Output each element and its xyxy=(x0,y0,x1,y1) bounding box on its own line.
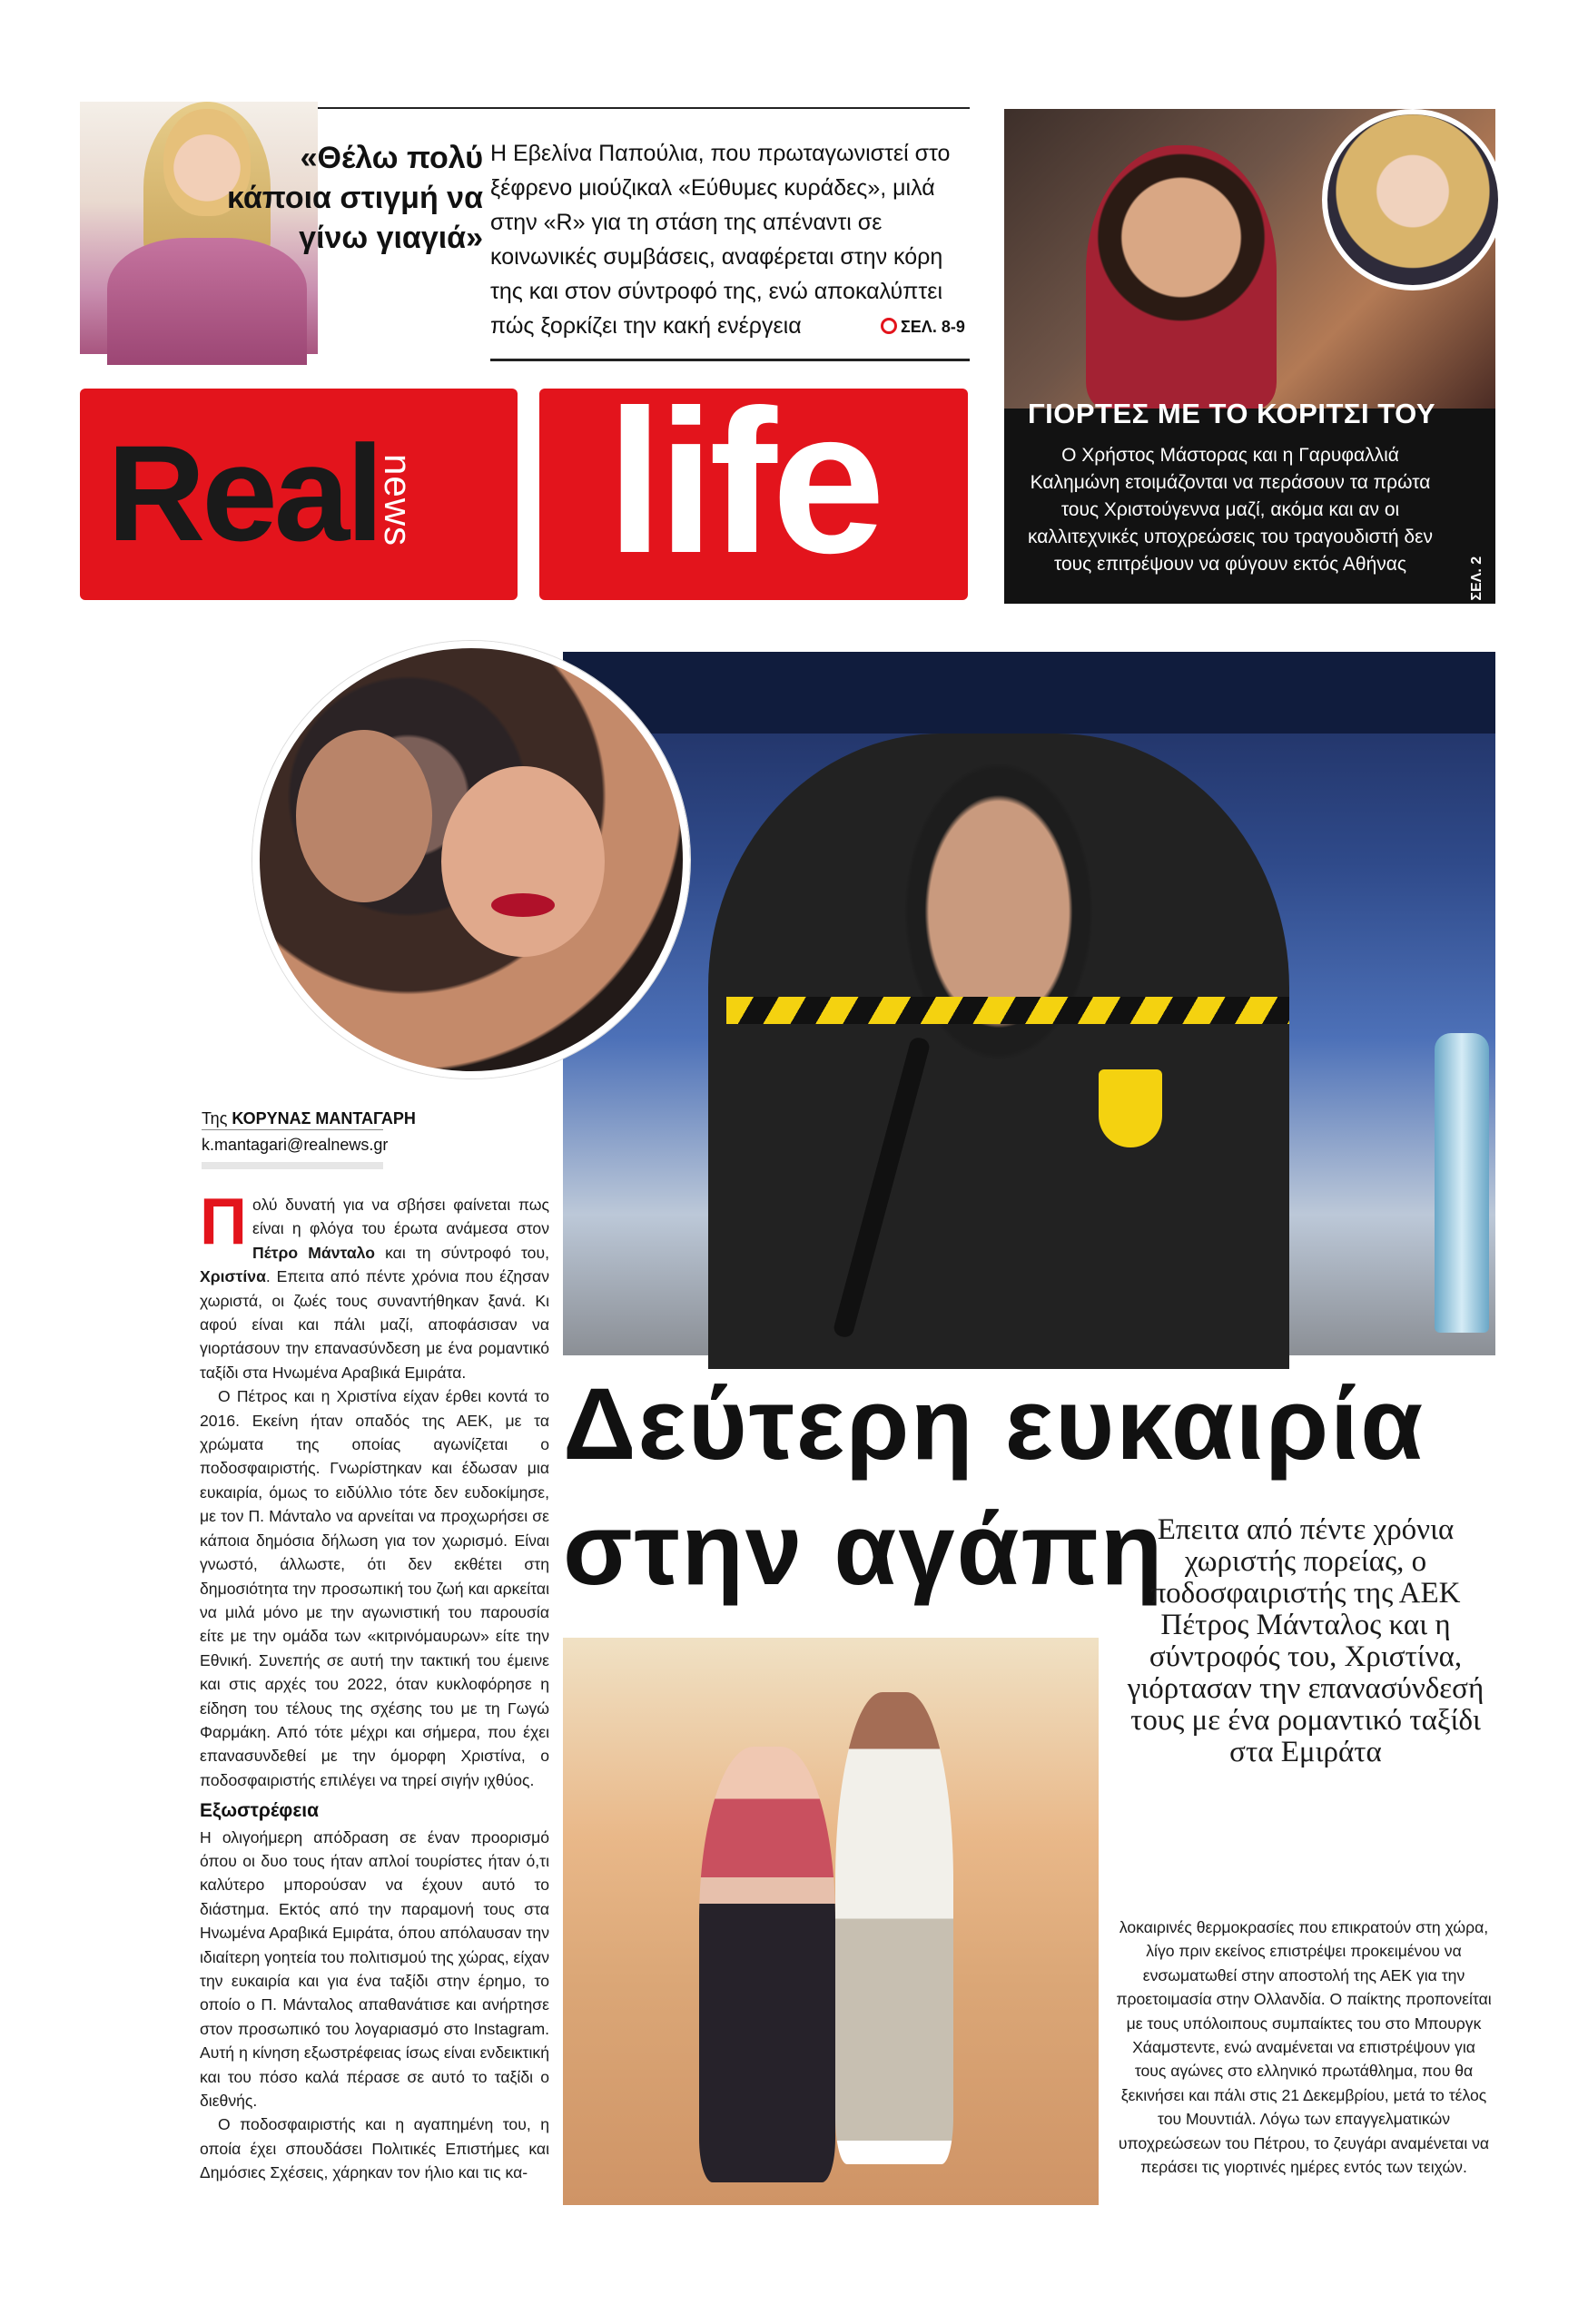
promo-title: ΓΙΟΡΤΕΣ ΜΕ ΤΟ ΚΟΡΙΤΣΙ ΤΟΥ xyxy=(1028,398,1436,429)
deck: Επειτα από πέντε χρόνια χωριστής πορείας, ο ποδοσφαιριστής της ΑΕΚ Πέτρος Μάνταλος και η σύντροφός του, Χριστίνα, γιόρτασαν την επανασύνδεσή τους με ένα ρομαντικό ταξίδι στα Εμιράτα xyxy=(1127,1513,1484,1768)
target-icon xyxy=(881,318,897,334)
article-column-2 xyxy=(1115,1915,1493,2179)
author-email: k.mantagari@realnews.gr xyxy=(202,1136,389,1154)
promo-photo-circle xyxy=(1322,109,1504,290)
teaser-text: Η Εβελίνα Παπούλια, που πρωταγωνιστεί στο ξέφρενο μιούζικαλ «Εύθυμες κυράδες», μιλά στην «R» για τη στάση της απέναντι σε κοινωνικές συμβάσεις, αναφέρεται στην κόρη της και στον σύντροφό της, ενώ αποκαλύπτει πώς ξορκίζει την κακή ενέργεια xyxy=(490,141,951,339)
email-underline xyxy=(202,1162,383,1169)
masthead-real: Real xyxy=(107,417,380,569)
desert-photo xyxy=(563,1638,1099,2205)
promo-page-ref: ◉ ΣΕΛ. 2 xyxy=(1469,556,1484,617)
dropcap: Π xyxy=(200,1186,247,1258)
byline: Της ΚΟΡΥΝΑΣ ΜΑΝΤΑΓΑΡΗ xyxy=(202,1109,416,1128)
teaser-quote: «Θέλω πολύ κάποια στιγμή να γίνω γιαγιά» xyxy=(227,141,483,255)
paragraph-4-part-2: λοκαιρινές θερμοκρασίες που επικρατούν στη χώρα, λίγο πριν εκείνος επιστρέψει προκειμένου να ενσωματωθεί στην αποστολή της ΑΕΚ για την προετοιμασία στην Ολλανδία. Ο παίκτης προπονείται με τους υπόλοιπους συμπαίκτες του στο Μπουργκ Χάαμστεντε, ενώ αναμένεται να επιστρέψουν για τους αγώνες στο ελληνικό πρωτάθλημα, που θα ξεκινήσει και πάλι στις 21 Δεκεμβρίου, μετά το τέλος του Μουντιάλ. Λόγω των επαγγελματικών υποχρεώσεων του Πέτρου, το ζευγάρι αναμένεται να περάσει τις γιορτινές ημέρες εντός των τειχών. xyxy=(1116,1918,1492,2177)
paragraph-3: Η ολιγοήμερη απόδραση σε έναν προορισμό όπου οι δυο τους ήταν απλοί τουρίστες ήταν ό,τι καλύτερο μπορούσαν να έχουν αυτό το διάστημα. Εκτός από την παραμονή τους στα Ηνωμένα Αραβικά Εμιράτα, όπου απόλαυσαν την ιδιαίτερη γοητεία του πολιτισμού της χώρας, είχαν την ευκαιρία και για ένα ταξίδι στην έρημο, το οποίο ο Π. Μάνταλος απαθανάτισε και ανήρτησε στον προσωπικό του λογαριασμό στο Instagram. Αυτή η κίνηση εξωστρέφειας ίσως είναι ενδεικτική και του πόσο καλά πέρασε σε αυτό το ταξίδι ο διεθνής. xyxy=(200,1827,550,2111)
masthead-news: news xyxy=(377,454,419,547)
teaser-page-ref: ΣΕΛ. 8-9 xyxy=(881,318,965,337)
paragraph-4-part-1: Ο ποδοσφαιριστής και η αγαπημένη του, η οποία έχει σπουδάσει Πολιτικές Επιστήμες και Δημόσιες Σχέσεις, χάρηκαν τον ήλιο και τις κα- xyxy=(200,2115,549,2182)
byline-rule xyxy=(202,1129,383,1130)
promo-photo-man xyxy=(1086,145,1277,409)
headline: Δεύτερη ευκαιρία στην αγάπη xyxy=(563,1367,1425,1606)
masthead-life: life xyxy=(607,367,881,596)
paragraph-2: Ο Πέτρος και η Χριστίνα είχαν έρθει κοντά το 2016. Εκείνη ήταν οπαδός της ΑΕΚ, με τα χρώματα της οποίας αγωνίζεται ο ποδοσφαιριστής. Γνωρίστηκαν και έδωσαν μια ευκαιρία, όμως το ειδύλλιο τότε δεν ευδοκίμησε, με τον Π. Μάνταλο να αρνείται να προχωρήσει σε κάποια δημόσια δήλωση για τον χωρισμό. Είναι γνωστό, άλλωστε, ότι δεν εκθέτει στη δημοσιότητα την προσωπική του ζωή και αρκείται να μιλά μόνο με την αγωνιστική του παρουσία είτε με την ομάδα των «κιτρινόμαυρων» είτε την Εθνική. Συνεπής σε αυτή την τακτική του έμεινε και στις αρχές του 2022, όταν κυκλοφόρησε η είδηση του τέλους της σχέσης του με τη Γωγώ Φαρμάκη. Από τότε μέχρι και σήμερα, που έχει επανασυνδεθεί με την όμορφη Χριστίνα, ο ποδοσφαιριστής επιλέγει να τηρεί σιγήν ιχθύος. xyxy=(200,1387,549,1789)
paragraph-1: Πολύ δυνατή για να σβήσει φαίνεται πως είναι η φλόγα του έρωτα ανάμεσα στον Πέτρο Μάνταλο και τη σύντροφό του, Χριστίνα. Επειτα από πέντε χρόνια που έζησαν χωριστά, οι ζωές τους συναντήθηκαν ξανά. Κι αφού είναι και πάλι μαζί, αποφάσισαν να γιορτάσουν την επανασύνδεση με ένα ρομαντικό ταξίδι στα Ηνωμένα Αραβικά Εμιράτα. xyxy=(200,1186,549,1382)
couple-circle-photo xyxy=(252,641,690,1078)
promo-text: Ο Χρήστος Μάστορας και η Γαρυφαλλιά Καλημώνη ετοιμάζονται να περάσουν τα πρώτα τους Χριστούγεννα μαζί, ακόμα και αν οι καλλιτεχνικές υποχρεώσεις του τραγουδιστή δεν τους επιτρέψουν να φύγουν εκτός Αθήνας xyxy=(1028,445,1433,575)
main-photo xyxy=(563,652,1495,1355)
promo-box xyxy=(1004,109,1495,617)
teaser-bottom-rule xyxy=(490,359,970,361)
article-column-1 xyxy=(200,1186,550,2185)
subhead: Εξωστρέφεια xyxy=(200,1800,320,1822)
